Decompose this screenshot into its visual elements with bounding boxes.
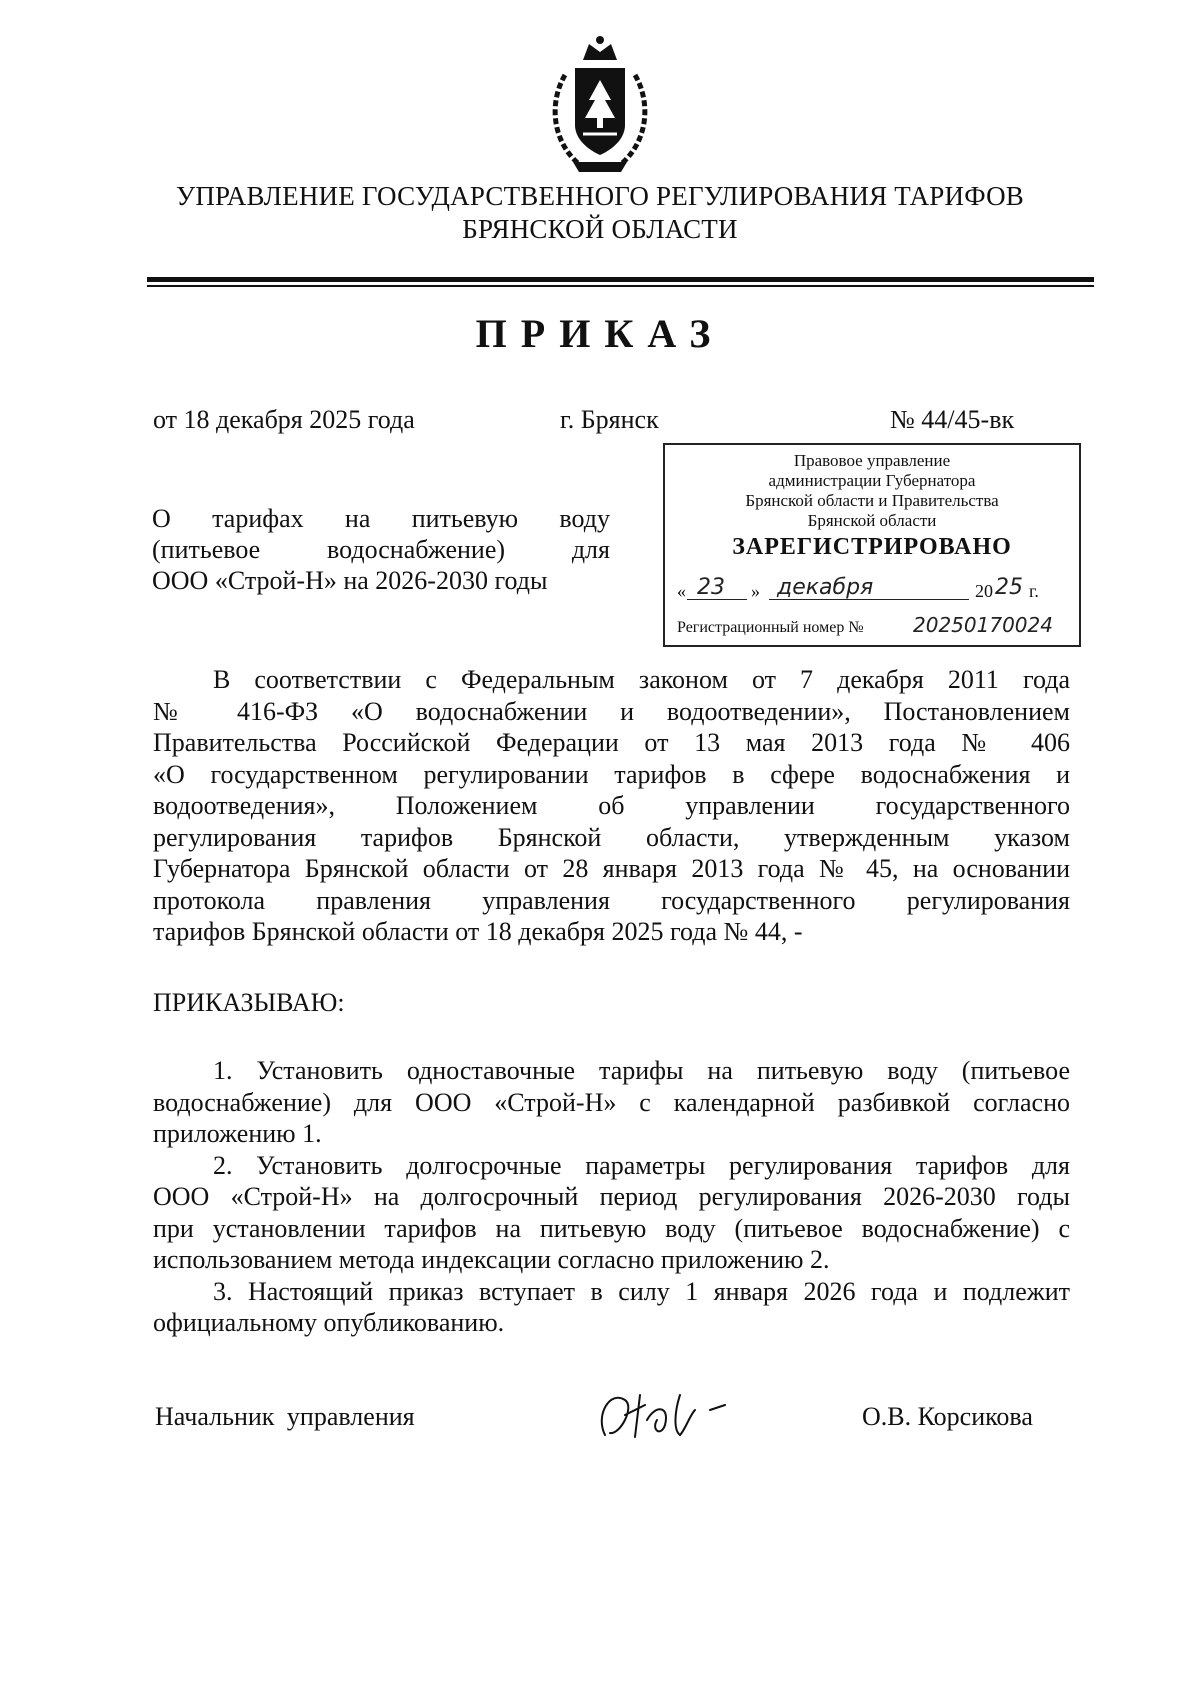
stamp-reg-row: [677, 613, 1071, 641]
item-1-line: водоснабжение) для ООО «Строй-Н» с календарной разбивкой согласно: [153, 1087, 1070, 1117]
document-title: ПРИКАЗ: [475, 311, 725, 356]
order-subject: [152, 503, 610, 596]
stamp-reg-number: 20250170024: [913, 613, 1053, 637]
signatory-name: О.В. Корсикова: [862, 1402, 1033, 1431]
preamble-line: Правительства Российской Федерации от 13 мая 2013 года № 406: [153, 728, 1070, 757]
subject-line-2: (питьевое водоснабжение) для: [152, 535, 610, 564]
stamp-line-4: Брянской области: [807, 511, 937, 530]
item-2-line: использованием метода индексации согласно приложению 2.: [153, 1245, 830, 1274]
order-items: [153, 1055, 1070, 1339]
item-2-line: 2. Установить долгосрочные параметры регулирования тарифов для: [213, 1150, 1070, 1180]
stamp-line-2: администрации Губернатора: [768, 471, 976, 490]
preamble-line: Губернатора Брянской области от 28 января 2013 года № 45, на основании: [153, 854, 1070, 883]
preamble-line: водоотведения», Положением об управлении государственного: [153, 791, 1070, 820]
subject-line-1: О тарифах на питьевую воду: [152, 504, 610, 533]
stamp-year-suffix: 25: [995, 575, 1023, 600]
preamble-line: В соответствии с Федеральным законом от 7 декабря 2011 года: [213, 665, 1070, 694]
stamp-date-row: « 23 » декабря 20 25 г.: [677, 575, 1039, 601]
stamp-day: 23: [697, 575, 725, 600]
subject-line-3: ООО «Строй-Н» на 2026-2030 годы: [152, 566, 548, 595]
coat-of-arms-emblem: [545, 30, 655, 180]
stamp-status: ЗАРЕГИСТРИРОВАНО: [732, 534, 1012, 560]
stamp-line-1: Правовое управление: [793, 451, 951, 470]
preamble-line: тарифов Брянской области от 18 декабря 2025 года № 44, -: [153, 917, 803, 946]
header-divider-thin: [147, 285, 1094, 287]
header-divider-thick: [147, 277, 1094, 282]
stamp-year-prefix: 20: [975, 581, 993, 601]
item-2-line: ООО «Строй-Н» на долгосрочный период регулирования 2026-2030 годы: [153, 1182, 1070, 1211]
order-date: от 18 декабря 2025 года: [153, 405, 415, 434]
item-3-line: 3. Настоящий приказ вступает в силу 1 января 2026 года и подлежит: [213, 1276, 1070, 1306]
signatory-position: Начальник управления: [155, 1402, 415, 1431]
item-2-line: при установлении тарифов на питьевую воду (питьевое водоснабжение) с: [153, 1213, 1070, 1243]
organization-name-line-2: БРЯНСКОЙ ОБЛАСТИ: [462, 214, 738, 244]
preamble-line: регулирования тарифов Брянской области, утвержденным указом: [153, 822, 1070, 852]
preamble-line: протокола правления управления государственного регулирования: [153, 885, 1070, 915]
item-1-line: приложению 1.: [153, 1119, 322, 1148]
preamble-paragraph: [153, 664, 1070, 948]
item-1-line: 1. Установить одноставочные тарифы на питьевую воду (питьевое: [213, 1056, 1070, 1085]
organization-name-line-1: УПРАВЛЕНИЕ ГОСУДАРСТВЕННОГО РЕГУЛИРОВАНИЯ ТАРИФОВ: [176, 181, 1024, 211]
order-number: № 44/45-вк: [890, 405, 1015, 434]
preamble-line: № 416-ФЗ «О водоснабжении и водоотведении», Постановлением: [153, 696, 1070, 726]
registration-stamp: [663, 443, 1081, 647]
order-city: г. Брянск: [560, 405, 659, 434]
stamp-month: декабря: [777, 575, 874, 600]
stamp-line-3: Брянской области и Правительства: [745, 491, 999, 510]
stamp-year-unit: г.: [1029, 581, 1039, 601]
order-word: ПРИКАЗЫВАЮ:: [153, 988, 345, 1017]
item-3-line: официальному опубликованию.: [153, 1308, 505, 1337]
stamp-reg-label: Регистрационный номер №: [677, 619, 864, 636]
handwritten-signature: [585, 1375, 745, 1455]
preamble-line: «О государственном регулировании тарифов в сфере водоснабжения и: [153, 759, 1070, 789]
